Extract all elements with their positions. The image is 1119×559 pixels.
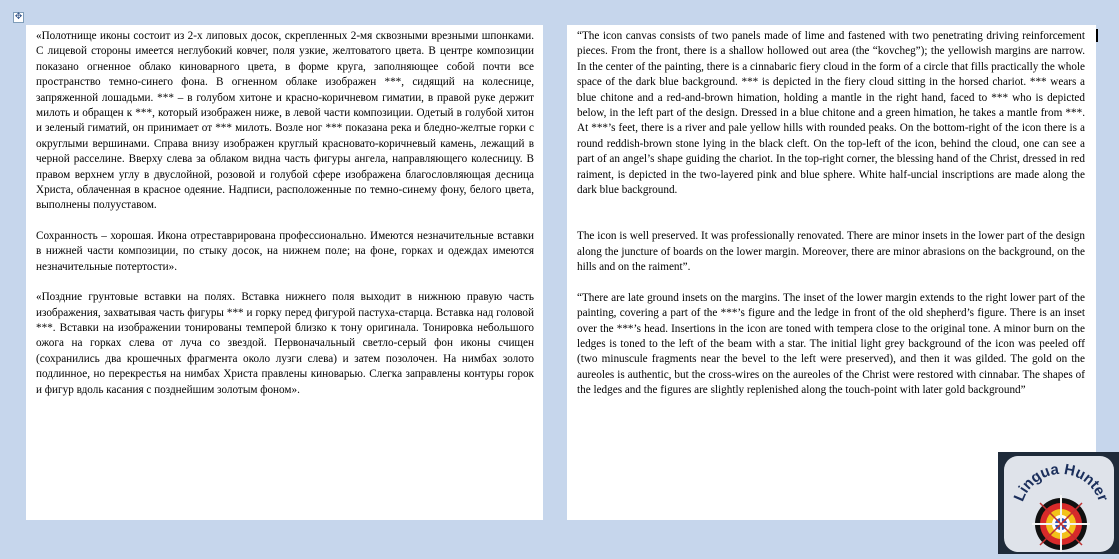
ru-paragraph-restoration: «Поздние грунтовые вставки на полях. Вставка нижнего поля выходит в нижнюю правую часть изображения, захватывая часть фигуры *** и горку перед фигурой пастуха-старца. Вставка над головой ***. Вставки на изображении тонированы темперой близко к тону оригинала. Тонировка небольшого ожога на горках слева от луча со звездой. Первоначальный светло-серый фон иконы счищен (сохранились два крошечных фрагмента около лузги слева) и затем позолочен. На нимбах золото подлинное, но перекрестья на нимбах Христа правлены киноварью. Слегка заправлены контуры горок и фигур вдоль касания с позднейшим золотым фоном». [36, 291, 534, 396]
en-paragraph-restoration: “There are late ground insets on the margins. The inset of the lower margin extends to the right lower part of the painting, covering a part of the ***’s figure and the ledge in front of the old shepherd’s figure. There is an inset over the ***’s head. Insertions in the icon are toned with tempera close to the original tone. A minor burn on the ledges is toned to the left of the beam with a star. The initial light grey background of the icon was peeled off (two minuscule fragments near the bevel to the left were preserved), and then it was gilded. The gold on the aureoles is authentic, but the cross-wires on the aureoles of the Christ were restored with cinnabar. The shapes of the ledges and the figures are slightly replenished along the touch-point with later gold background” [577, 291, 1085, 397]
lingua-hunter-logo [998, 452, 1119, 554]
target-icon [1032, 495, 1090, 552]
left-column-russian [26, 25, 543, 520]
ru-paragraph-condition: Сохранность – хорошая. Икона отреставрирована профессионально. Имеются незначительные вставки в нижней части композиции, по стыку досок, на нижнем поле; на фоне, горках и одеждах имеются незначительные потертости». [36, 229, 534, 273]
lingua-hunter-logo-icon [998, 452, 1119, 554]
text-cursor [1096, 29, 1098, 42]
en-paragraph-condition: The icon is well preserved. It was professionally renovated. There are minor insets in the lower part of the design along the juncture of boards on the lower margin. Moreover, there are minor abrasions on the background, on the hills and on the raiment”. [577, 230, 1085, 274]
logo-text-path: Lingua Hunter [1010, 460, 1112, 504]
en-paragraph-description: “The icon canvas consists of two panels made of lime and fastened with two penetrating driving reinforcement pieces. From the front, there is a shallow hollowed out area (the “kovcheg”); the yellowish margins are narrow. In the center of the painting, there is a cinnabaric fiery cloud in the form of a circle that fills practically the whole space of the dark blue background. *** is depicted in the fiery cloud sitting in the horsed chariot. *** wears a blue chitone and a red-and-brown himation, holding a mantle in the right hand, faced to *** who is depicted below, in the left part of the design. Dressed in a blue chitone and a green himation, he takes a mantle from ***. At ***’s feet, there is a river and pale yellow hills with rounded peaks. On the bottom-right of the icon there is a round reddish-brown stone lying in the black cleft. On the top-left of the icon, behind the cloud, one can see a part of an angel’s shape guiding the chariot. In the top-right corner, the blessing hand of the Christ, dressed in red raiment, is depicted in the two-layered pink and blue sphere. White half-uncial inscriptions are made along the dark blue background. [577, 30, 1085, 197]
right-column-english [567, 25, 1096, 520]
ru-paragraph-description: «Полотнище иконы состоит из 2-х липовых досок, скрепленных 2-мя сквозными врезными шпонками. С лицевой стороны имеется неглубокий ковчег, поля узкие, желтоватого цвета. В центре композиции показано огненное облако киноварного цвета, в форме круга, заполняющее собой почти все пространство темно-синего фона. В огненном облаке изображен ***, сидящий на колеснице, запряженной лошадьми. *** – в голубом хитоне и красно-коричневом гиматии, в правой руке держит милоть и обращен к ***, который изображен ниже, в левой части композиции. Одетый в голубой хитон и зеленый гиматий, он принимает от *** милоть. Возле ног *** показана река и бледно-желтые горки с округлыми вершинами. Справа внизу изображен круглый красновато-коричневый камень, лежащий в черной расселине. Вверху слева за облаком видна часть фигуры ангела, направляющего колесницу. В правом верхнем углу в двуслойной, розовой и голубой сфере изображена благословляющая десница Христа, облаченная в красное одеяние. Надписи, расположенные по темно-синему фону, белого цвета, выполнены полууставом. [36, 30, 534, 212]
table-move-handle-icon[interactable]: ✥ [14, 12, 23, 22]
